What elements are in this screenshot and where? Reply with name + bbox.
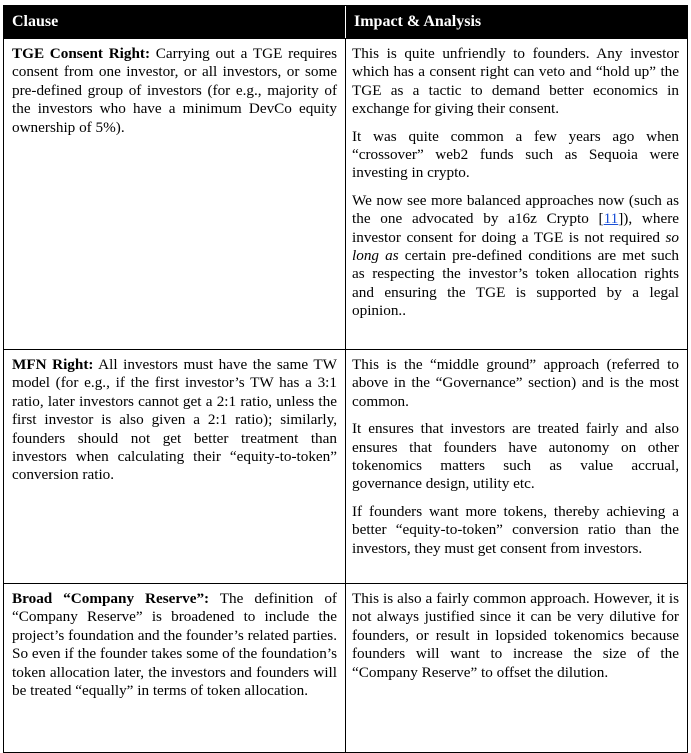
emphasis-text: so long as [352, 228, 679, 265]
clause-body: All investors must have the same TW model (for e.g., if the first investor’s TW has a 3:1 ratio, later investors cannot get a 2:1 ratio, unless the first investor is also given a 2:1 ratio); similarly, founders should not get better treatment than investors when calculating their “equity-to-token” conversion ratio. [12, 356, 337, 484]
clause-body: Carrying out a TGE requires consent from one investor, or all investors, or some pre-defined group of investors (for e.g., majority of the investors who have a minimum DevCo equity ownership of 5%). [12, 45, 337, 136]
clause-table [3, 5, 688, 753]
analysis-paragraph: This is also a fairly common approach. However, it is not always justified since it can be very dilutive for founders, or result in lopsided tokenomics because founders will want to increase the size of the “Company Reserve” to offset the dilution. [352, 590, 679, 681]
clause-text [12, 45, 337, 137]
table-row [4, 349, 687, 583]
analysis-paragraph: If founders want more tokens, thereby achieving a better “equity-to-token” conversion ratio than the investors, they must get consent from investors. [352, 502, 679, 557]
table-header [4, 6, 687, 38]
analysis-paragraph: It ensures that investors are treated fairly and also ensures that founders have autonomy on other tokenomics matters such as value accrual, governance design, utility etc. [352, 420, 679, 493]
clause-body: The definition of “Company Reserve” is broadened to include the project’s foundation and the founder’s related parties. So even if the founder takes some of the foundation’s token allocation later, the investors and founders will be treated “equally” in terms of token allocation. [12, 590, 337, 700]
clause-cell [4, 584, 346, 752]
table-row [4, 583, 687, 752]
analysis-cell [346, 350, 687, 583]
analysis-paragraph: We now see more balanced approaches now (such as the one advocated by a16z Crypto [11]), where investor consent for doing a TGE is not required so long as certain pre-defined conditions are met such as respecting the investor’s token allocation rights and ensuring the TGE is supported by a legal opinion.. [352, 191, 680, 320]
clause-title: MFN Right: [12, 356, 94, 373]
clause-title: TGE Consent Right: [12, 45, 151, 62]
header-impact-analysis: Impact & Analysis [354, 13, 482, 30]
analysis-paragraph: It was quite common a few years ago when “crossover” web2 funds such as Sequoia were investing in crypto. [352, 127, 679, 182]
footnote-link[interactable]: 11 [603, 210, 619, 228]
analysis-cell [346, 39, 687, 349]
analysis-paragraph: This is the “middle ground” approach (referred to above in the “Governance” section) and is the most common. [352, 356, 679, 410]
header-clause: Clause [4, 6, 346, 38]
table-row [4, 38, 687, 349]
clause-title: Broad “Company Reserve”: [12, 590, 210, 607]
clause-cell [4, 39, 346, 349]
clause-cell [4, 350, 346, 583]
analysis-cell [346, 584, 687, 752]
clause-text [12, 590, 337, 700]
clause-text [12, 356, 337, 485]
analysis-paragraph: This is quite unfriendly to founders. Any investor which has a consent right can veto and “hold up” the TGE as a tactic to demand better economics in exchange for giving their consent. [352, 45, 679, 118]
